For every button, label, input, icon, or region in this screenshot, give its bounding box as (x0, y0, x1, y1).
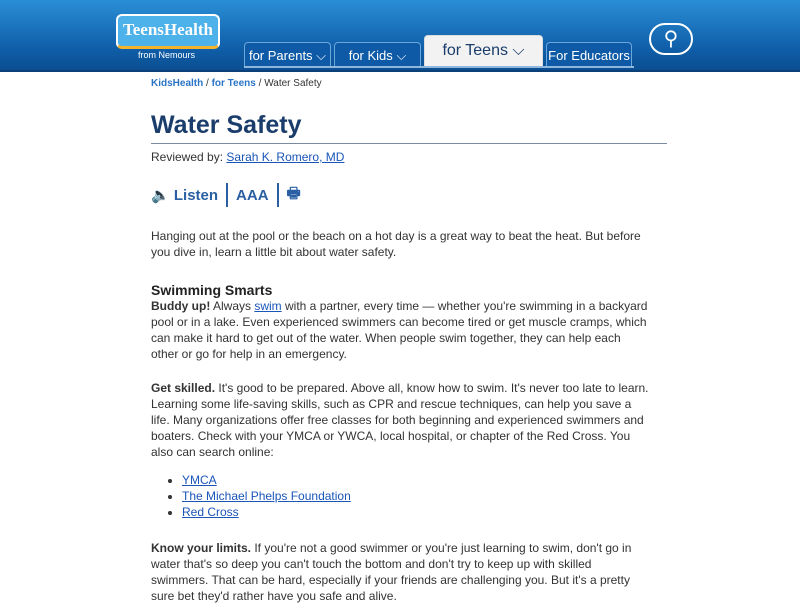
text-size-button[interactable]: AAA (236, 186, 269, 204)
text: It's good to be prepared. Above all, know how to swim. It's never too late to learn. Learning some life-saving skills, such as CPR and rescue techniques, can help you save a life. Many organizations offer free classes for both beginning and experienced swimmers and boaters. Check with your YMCA or YWCA, local hospital, or chapter of the Red Cross. You also can search online: (151, 381, 649, 459)
speaker-icon: 🔈 (151, 187, 170, 204)
reviewer-link[interactable]: Sarah K. Romero, MD (226, 150, 345, 164)
reviewed-label: Reviewed by: (151, 150, 224, 164)
text: Always (210, 299, 255, 313)
swim-link[interactable]: swim (254, 299, 282, 313)
search-button[interactable] (649, 23, 693, 55)
print-icon[interactable]: 🖶 (286, 184, 301, 202)
page-title: Water Safety (151, 111, 667, 144)
tab-for-teens[interactable]: for Teens ⌵ (424, 35, 543, 68)
teenshealth-logo[interactable]: TeensHealth (116, 14, 220, 49)
paragraph-get-skilled (151, 380, 651, 460)
listen-button[interactable] (151, 186, 218, 204)
resource-links (151, 472, 667, 520)
paragraph-know-limits (151, 540, 651, 604)
text: with a partner, every time — whether you're swimming in a backyard pool or in a lake. Even experienced swimmers can become tired or get muscle cramps, which can make it hard to get out of the water. When people swim together, they can help each other or go for help in an emergency. (151, 299, 648, 361)
listen-label: Listen (173, 187, 219, 204)
section-heading: Swimming Smarts (151, 282, 273, 298)
logo-subtitle: from Nemours (138, 50, 196, 60)
breadcrumb: KidsHealth / for Teens / Water Safety (151, 78, 322, 89)
michael-phelps-foundation-link[interactable]: The Michael Phelps Foundation (182, 489, 351, 503)
article (151, 78, 667, 604)
divider (226, 183, 228, 207)
divider (277, 183, 279, 207)
breadcrumb-for-teens[interactable]: for Teens (211, 78, 256, 89)
ymca-link[interactable]: YMCA (182, 473, 217, 487)
lead: Know your limits. (151, 541, 252, 555)
breadcrumb-current: Water Safety (264, 78, 322, 89)
red-cross-link[interactable]: Red Cross (182, 505, 239, 519)
tab-underline (244, 66, 634, 68)
reviewed-by (151, 150, 667, 164)
tab-for-educators[interactable]: For Educators (546, 42, 632, 68)
lead: Get skilled. (151, 381, 216, 395)
text: If you're not a good swimmer or you're just learning to swim, don't go in water that's so deep you can't touch the bottom and don't try to keep up with skilled swimmers. That can be hard, especially if your friends are challenging you. But it's a pretty sure bet they'd rather have you safe and alive. (151, 541, 632, 603)
article-tools (151, 182, 667, 208)
intro-paragraph: Hanging out at the pool or the beach on a hot day is a great way to beat the heat. But before you dive in, learn a little bit about water safety. (151, 229, 641, 259)
tab-for-kids[interactable]: for Kids ⌵ (334, 42, 421, 68)
breadcrumb-kidshealth[interactable]: KidsHealth (151, 78, 204, 89)
search-icon: ⚲ (663, 28, 679, 50)
lead: Buddy up! (151, 299, 211, 313)
tab-for-parents[interactable]: for Parents ⌵ (244, 42, 331, 68)
site-header (0, 0, 800, 72)
paragraph-buddy-up (151, 298, 651, 362)
